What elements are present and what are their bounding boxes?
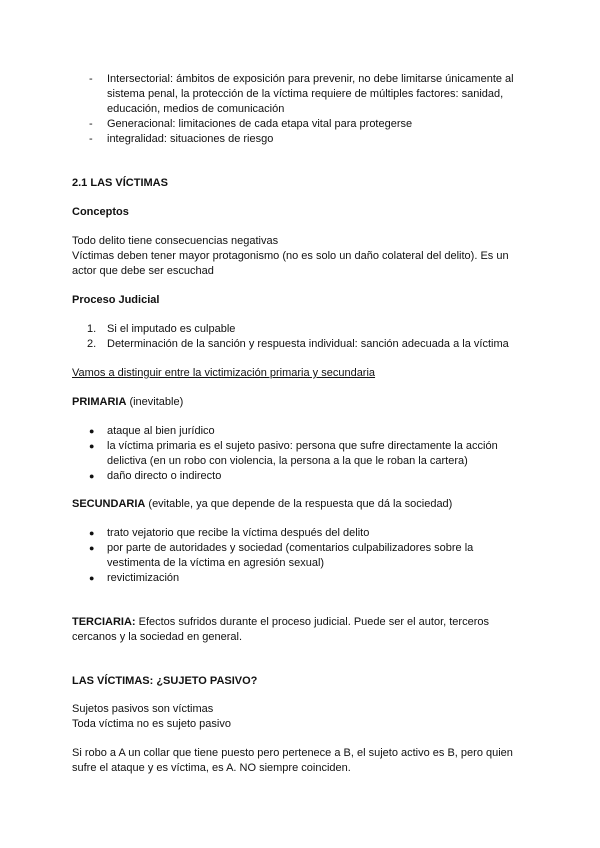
primaria-heading [72,395,528,410]
item-text: Determinación de la sanción y respuesta individual: sanción adecuada a la víctima [107,338,509,350]
numbered-item [72,337,528,352]
bullet-text: la víctima primaria es el sujeto pasivo: persona que sufre directamente la acción delictiva (en un robo con violencia, la persona a la que le roban la cartera) [107,440,498,467]
bullet-item [72,424,528,439]
proceso-list [72,322,528,352]
conceptos-line-1: Todo delito tiene consecuencias negativas [72,235,279,247]
sujeto-pasivo-line-2: Toda víctima no es sujeto pasivo [72,718,231,730]
bullet-item [72,469,528,484]
sujeto-pasivo-heading: LAS VÍCTIMAS: ¿SUJETO PASIVO? [72,675,258,687]
conceptos-line-2: Víctimas deben tener mayor protagonismo (no es solo un daño colateral del delito). Es un actor que debe ser escuchad [72,250,509,277]
intro-list [72,72,528,147]
list-item [72,72,528,117]
bullet-text: por parte de autoridades y sociedad (comentarios culpabilizadores sobre la vestimenta de la víctima en agresión sexual) [107,542,474,569]
primaria-list [72,424,528,484]
bullet-item [72,571,528,586]
conceptos-heading: Conceptos [72,206,129,218]
bullet-icon: ● [89,441,95,451]
item-text: Si el imputado es culpable [107,323,236,335]
underlined-note: Vamos a distinguir entre la victimización primaria y secundaria [72,367,376,379]
bullet-icon: ● [89,426,95,436]
secundaria-label: SECUNDARIA [72,498,146,510]
bullet-icon: ● [89,543,95,553]
dash-marker: - [89,133,93,145]
list-item [72,117,528,132]
proceso-heading: Proceso Judicial [72,294,160,306]
secundaria-list [72,526,528,586]
bullet-text: trato vejatorio que recibe la víctima después del delito [107,527,370,539]
dash-marker: - [89,73,93,85]
secundaria-heading [72,497,528,512]
bullet-icon: ● [89,528,95,538]
numbered-item [72,322,528,337]
sujeto-pasivo-line-1: Sujetos pasivos son víctimas [72,703,214,715]
primaria-note: (inevitable) [126,396,184,408]
terciaria-label: TERCIARIA: [72,616,136,628]
bullet-icon: ● [89,471,95,481]
primaria-label: PRIMARIA [72,396,127,408]
item-number: 2. [87,338,97,350]
section-title: 2.1 LAS VÍCTIMAS [72,177,168,189]
sujeto-pasivo-example: Si robo a A un collar que tiene puesto pero pertenece a B, el sujeto activo es B, pero quien sufre el ataque y es víctima, es A. NO siempre coinciden. [72,747,513,774]
bullet-item [72,526,528,541]
bullet-item [72,439,528,469]
terciaria-paragraph [72,615,528,645]
list-item-text: integralidad: situaciones de riesgo [107,133,274,145]
bullet-text: daño directo o indirecto [107,470,222,482]
bullet-icon: ● [89,573,95,583]
item-number: 1. [87,323,97,335]
dash-marker: - [89,118,93,130]
bullet-text: ataque al bien jurídico [107,425,215,437]
bullet-item [72,541,528,571]
secundaria-note: (evitable, ya que depende de la respuesta que dá la sociedad) [145,498,453,510]
bullet-text: revictimización [107,572,180,584]
list-item-text: Intersectorial: ámbitos de exposición para prevenir, no debe limitarse únicamente al sistema penal, la protección de la víctima requiere de múltiples factores: sanidad, educación, medios de comunicación [107,73,514,115]
list-item-text: Generacional: limitaciones de cada etapa vital para protegerse [107,118,413,130]
terciaria-text: Efectos sufridos durante el proceso judicial. Puede ser el autor, terceros cercanos y la sociedad en general. [72,616,489,643]
list-item [72,132,528,147]
